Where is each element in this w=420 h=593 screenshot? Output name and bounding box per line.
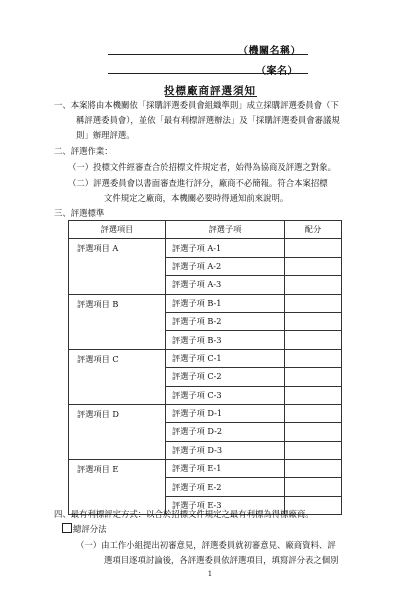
section-4-line: 四、最有利標評定方式：以合於招標文件規定之最有利標為得標廠商。 (54, 509, 314, 519)
score-cell[interactable] (285, 386, 342, 404)
score-cell[interactable] (285, 239, 342, 257)
method-checkbox[interactable] (62, 523, 72, 533)
evaluation-subitem-cell: 評選子項 B-2 (166, 312, 285, 330)
method-label: 總評分法 (73, 524, 107, 534)
score-cell[interactable] (285, 441, 342, 459)
evaluation-subitem-cell: 評選子項 B-1 (166, 294, 285, 312)
score-cell[interactable] (285, 312, 342, 330)
evaluation-subitem-cell: 評選子項 A-1 (166, 239, 285, 257)
evaluation-subitem-cell: 評選子項 E-1 (166, 460, 285, 478)
evaluation-item-cell (69, 349, 166, 404)
score-cell[interactable] (285, 423, 342, 441)
section-1-line-3: 則」辦理評選。 (76, 130, 135, 140)
evaluation-item-cell (69, 294, 166, 349)
evaluation-item-label: 評選項目 C (77, 353, 119, 364)
score-cell[interactable] (285, 460, 342, 478)
table-body (69, 239, 342, 515)
table-header-row (69, 221, 342, 239)
section-2-item-2-line-1: （二）評選委員會以書面審查進行評分，廠商不必簡報。符合本案招標 (68, 178, 328, 188)
title-underline (165, 96, 257, 97)
score-cell[interactable] (285, 349, 342, 367)
section-2-item-2-line-2: 文件規定之廠商，本機關必要時得通知前來說明。 (104, 193, 289, 203)
evaluation-method (62, 523, 107, 535)
section-4-item-1-line-2: 選項目逐項討論後，各評選委員依評選項目，填寫評分表之個別 (104, 555, 339, 565)
score-cell[interactable] (285, 331, 342, 349)
evaluation-item-label: 評選項目 B (77, 298, 119, 309)
evaluation-subitem-cell: 評選子項 C-3 (166, 386, 285, 404)
evaluation-item-cell (69, 239, 166, 294)
score-cell[interactable] (285, 478, 342, 496)
evaluation-subitem-cell: 評選子項 C-2 (166, 368, 285, 386)
evaluation-item-label: 評選項目 E (77, 464, 119, 475)
section-1-line-2: 稱評選委員會），並依「最有利標評選辦法」及「採購評選委員會審議規 (76, 115, 340, 125)
table-row (69, 294, 342, 312)
score-cell[interactable] (285, 368, 342, 386)
case-name-label: （案名） (256, 66, 298, 77)
table-row (69, 460, 342, 478)
table-row (69, 239, 342, 257)
evaluation-item-cell (69, 460, 166, 515)
table-row (69, 404, 342, 422)
evaluation-subitem-cell: 評選子項 E-3 (166, 496, 285, 514)
evaluation-item-label: 評選項目 D (77, 408, 119, 419)
section-2-heading: 二、評選作業： (54, 146, 113, 156)
page-number: 1 (207, 570, 213, 578)
evaluation-item-label: 評選項目 A (77, 243, 119, 254)
section-2-item-1: （一）投標文件經審查合於招標文件規定者，始得為協商及評選之對象。 (68, 162, 336, 172)
header-score: 配分 (285, 221, 342, 239)
section-4-item-1-line-1: （一）由工作小組提出初審意見，評選委員就初審意見、廠商資料、評 (76, 540, 336, 550)
evaluation-subitem-cell: 評選子項 E-2 (166, 478, 285, 496)
table-row (69, 349, 342, 367)
evaluation-subitem-cell: 評選子項 D-1 (166, 404, 285, 422)
agency-name-label: （機關名稱） (238, 46, 301, 57)
evaluation-subitem-cell: 評選子項 D-2 (166, 423, 285, 441)
page-title: 投標廠商評選須知 (164, 85, 256, 97)
score-cell[interactable] (285, 294, 342, 312)
scoring-table (68, 220, 342, 515)
score-cell[interactable] (285, 404, 342, 422)
evaluation-subitem-cell: 評選子項 A-3 (166, 276, 285, 294)
score-cell[interactable] (285, 257, 342, 275)
evaluation-subitem-cell: 評選子項 B-3 (166, 331, 285, 349)
header-item: 評選項目 (69, 221, 166, 239)
evaluation-item-cell (69, 404, 166, 459)
evaluation-subitem-cell: 評選子項 D-3 (166, 441, 285, 459)
section-3-heading: 三、評選標準 (54, 208, 105, 218)
score-cell[interactable] (285, 276, 342, 294)
evaluation-subitem-cell: 評選子項 C-1 (166, 349, 285, 367)
header-subitem: 評選子項 (166, 221, 285, 239)
evaluation-subitem-cell: 評選子項 A-2 (166, 257, 285, 275)
section-1-line-1: 一、本案將由本機關依「採購評選委員會組織準則」成立採購評選委員會（下 (54, 100, 339, 110)
